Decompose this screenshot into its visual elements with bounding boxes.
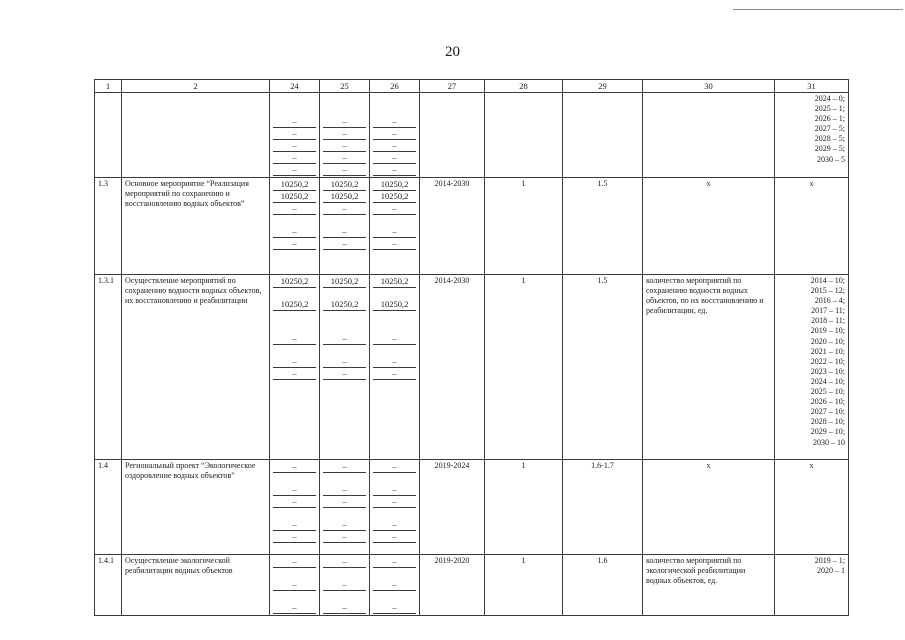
period-cell xyxy=(420,460,485,555)
funding-value: – xyxy=(323,128,366,140)
funding-value: 10250,2 xyxy=(273,191,316,203)
table-row xyxy=(95,93,849,178)
funding-value: – xyxy=(323,226,366,238)
row-number-cell xyxy=(95,460,122,555)
indicator-cell xyxy=(643,93,775,178)
funding-value: – xyxy=(323,116,366,128)
funding-cell-c26 xyxy=(370,555,420,616)
funding-value xyxy=(373,94,416,105)
targets-cell xyxy=(775,178,849,275)
targets-cell xyxy=(775,93,849,178)
funding-value xyxy=(373,322,416,333)
funding-value: – xyxy=(323,356,366,368)
funding-value xyxy=(323,345,366,356)
target-value: 2030 – 5 xyxy=(817,154,845,164)
target-value: 2025 – 10; xyxy=(810,387,845,397)
funding-subrows xyxy=(323,461,366,543)
column-header: 2 xyxy=(122,80,270,93)
funding-value xyxy=(273,473,316,484)
row-number: 1.4.1 xyxy=(98,556,114,565)
target-value: 2027 – 5; xyxy=(814,124,845,134)
funding-value xyxy=(273,215,316,226)
funding-value: – xyxy=(323,484,366,496)
column-29-value: 1.5 xyxy=(597,179,608,188)
column-header: 31 xyxy=(775,80,849,93)
funding-value: – xyxy=(273,164,316,176)
target-value: 2027 – 10; xyxy=(810,407,845,417)
target-value: 2023 – 10; xyxy=(810,366,845,376)
funding-value: – xyxy=(273,152,316,164)
funding-value: – xyxy=(273,140,316,152)
funding-value xyxy=(273,568,316,579)
funding-value xyxy=(373,105,416,116)
implementation-period: 2014-2030 xyxy=(434,179,470,188)
header-row xyxy=(95,80,849,93)
funding-value: – xyxy=(323,602,366,614)
col28-cell xyxy=(485,93,563,178)
funding-cell-c25 xyxy=(320,275,370,460)
row-number-cell xyxy=(95,555,122,616)
indicator-cell xyxy=(643,555,775,616)
col29-cell xyxy=(563,275,643,460)
indicator-cell xyxy=(643,275,775,460)
activity-name-cell xyxy=(122,93,270,178)
target-value: 2025 – 1; xyxy=(814,104,845,114)
target-values xyxy=(778,179,845,189)
funding-value: 10250,2 xyxy=(323,179,366,191)
indicator-text: количество мероприятий по сохранению водности водных объектов, по их восстановлению и реабилитации, ед. xyxy=(646,276,764,315)
row-number-cell xyxy=(95,178,122,275)
period-cell xyxy=(420,178,485,275)
target-value: 2014 – 10; xyxy=(810,276,845,285)
col29-cell xyxy=(563,178,643,275)
row-number: 1.3 xyxy=(98,179,108,188)
activity-name-cell xyxy=(122,555,270,616)
target-value: 2029 – 5; xyxy=(814,144,845,154)
funding-value: – xyxy=(373,484,416,496)
funding-value: – xyxy=(373,333,416,345)
column-28-value: 1 xyxy=(521,179,526,188)
target-value: 2029 – 10; xyxy=(810,427,845,437)
target-value: 2021 – 10; xyxy=(810,346,845,356)
target-value: 2024 – 10; xyxy=(810,376,845,386)
funding-subrows xyxy=(373,556,416,614)
indicator-cell xyxy=(643,178,775,275)
funding-value: 10250,2 xyxy=(373,299,416,311)
funding-subrows xyxy=(323,179,366,250)
funding-cell-c26 xyxy=(370,178,420,275)
row-number: 1.3.1 xyxy=(98,276,114,285)
indicator-text: х xyxy=(706,461,711,470)
funding-value xyxy=(323,508,366,519)
funding-cell-c25 xyxy=(320,555,370,616)
page-number: 20 xyxy=(445,44,460,60)
row-number: 1.4 xyxy=(98,461,108,470)
column-header: 24 xyxy=(270,80,320,93)
column-header: 25 xyxy=(320,80,370,93)
funding-subrows xyxy=(273,94,316,176)
target-value: 2028 – 10; xyxy=(810,417,845,427)
col28-cell xyxy=(485,178,563,275)
activity-name: Региональный проект “Экологическое оздоровление водных объектов” xyxy=(125,461,256,480)
targets-cell xyxy=(775,460,849,555)
target-value: 2028 – 5; xyxy=(814,134,845,144)
funding-value: – xyxy=(323,203,366,215)
funding-value: – xyxy=(273,203,316,215)
funding-value: – xyxy=(373,519,416,531)
funding-value: – xyxy=(273,519,316,531)
target-value: 2020 – 1 xyxy=(817,566,845,576)
funding-cell-c24 xyxy=(270,93,320,178)
target-value: 2024 – 0; xyxy=(814,94,845,103)
funding-value: – xyxy=(273,496,316,508)
target-values xyxy=(778,461,845,471)
implementation-period: 2019-2020 xyxy=(434,556,470,565)
funding-value: – xyxy=(373,203,416,215)
column-28-value: 1 xyxy=(521,461,526,470)
column-header: 28 xyxy=(485,80,563,93)
col29-cell xyxy=(563,460,643,555)
indicator-cell xyxy=(643,460,775,555)
activity-name: Основное мероприятие “Реализация мероприятий по сохранению и восстановлению водных объектов” xyxy=(125,179,249,208)
col28-cell xyxy=(485,275,563,460)
funding-value xyxy=(323,473,366,484)
column-header: 1 xyxy=(95,80,122,93)
funding-subrows xyxy=(373,94,416,176)
column-29-value: 1.6-1.7 xyxy=(591,461,614,470)
targets-cell xyxy=(775,555,849,616)
target-values xyxy=(778,276,845,448)
funding-value: 10250,2 xyxy=(323,299,366,311)
funding-value: – xyxy=(323,496,366,508)
funding-value xyxy=(273,311,316,322)
funding-value xyxy=(273,288,316,299)
funding-value: – xyxy=(323,368,366,380)
target-value: 2015 – 12; xyxy=(810,286,845,296)
activity-name: Осуществление мероприятий по сохранению водности водных объектов, их восстановлению и реабилитации xyxy=(125,276,262,305)
funding-value xyxy=(373,345,416,356)
target-values xyxy=(778,556,845,576)
funding-value: – xyxy=(273,556,316,568)
funding-value: – xyxy=(273,128,316,140)
funding-value: 10250,2 xyxy=(323,191,366,203)
funding-value: – xyxy=(373,602,416,614)
row-number-cell xyxy=(95,93,122,178)
funding-value: – xyxy=(273,368,316,380)
funding-value: – xyxy=(373,531,416,543)
funding-value xyxy=(373,288,416,299)
funding-value: – xyxy=(373,579,416,591)
funding-subrows xyxy=(373,461,416,543)
target-value: 2019 – 10; xyxy=(810,326,845,336)
target-value: 2018 – 11; xyxy=(811,316,845,326)
table-row xyxy=(95,178,849,275)
target-value: 2026 – 10; xyxy=(810,397,845,407)
funding-value: – xyxy=(373,140,416,152)
target-value: х xyxy=(809,179,814,188)
funding-value: – xyxy=(273,116,316,128)
row-number-cell xyxy=(95,275,122,460)
funding-value: 10250,2 xyxy=(273,179,316,191)
funding-value: – xyxy=(373,116,416,128)
funding-value: – xyxy=(373,128,416,140)
activity-name: Осуществление экологической реабилитации водных объектов xyxy=(125,556,233,575)
col28-cell xyxy=(485,555,563,616)
funding-value: – xyxy=(373,226,416,238)
period-cell xyxy=(420,93,485,178)
funding-value: – xyxy=(323,556,366,568)
target-value: 2016 – 4; xyxy=(814,296,845,306)
funding-value: – xyxy=(373,461,416,473)
activity-name-cell xyxy=(122,275,270,460)
funding-value: – xyxy=(273,461,316,473)
funding-value xyxy=(323,94,366,105)
funding-value: – xyxy=(273,579,316,591)
funding-value xyxy=(373,591,416,602)
funding-value xyxy=(273,105,316,116)
column-29-value: 1.6 xyxy=(597,556,608,565)
funding-value: – xyxy=(373,496,416,508)
activity-name-cell xyxy=(122,178,270,275)
funding-value: 10250,2 xyxy=(273,276,316,288)
funding-value xyxy=(323,311,366,322)
funding-value: – xyxy=(323,238,366,250)
funding-value: 10250,2 xyxy=(373,276,416,288)
funding-subrows xyxy=(273,276,316,380)
table-row xyxy=(95,555,849,616)
funding-subrows xyxy=(323,276,366,380)
funding-cell-c25 xyxy=(320,178,370,275)
funding-value xyxy=(273,322,316,333)
funding-subrows xyxy=(273,461,316,543)
funding-value: – xyxy=(323,461,366,473)
funding-value: – xyxy=(273,238,316,250)
funding-value: – xyxy=(273,531,316,543)
target-value: 2020 – 10; xyxy=(810,336,845,346)
funding-value xyxy=(373,508,416,519)
funding-value: – xyxy=(373,152,416,164)
funding-value: – xyxy=(273,356,316,368)
column-29-value: 1.5 xyxy=(597,276,608,285)
funding-cell-c24 xyxy=(270,555,320,616)
funding-value: – xyxy=(323,519,366,531)
funding-value: – xyxy=(273,602,316,614)
funding-value: – xyxy=(323,333,366,345)
implementation-period: 2014-2030 xyxy=(434,276,470,285)
funding-value: – xyxy=(373,356,416,368)
column-28-value: 1 xyxy=(521,276,526,285)
funding-value xyxy=(373,568,416,579)
targets-cell xyxy=(775,275,849,460)
funding-cell-c26 xyxy=(370,93,420,178)
funding-value: – xyxy=(323,140,366,152)
table-row xyxy=(95,275,849,460)
column-header: 26 xyxy=(370,80,420,93)
funding-subrows xyxy=(273,179,316,250)
column-header: 27 xyxy=(420,80,485,93)
col29-cell xyxy=(563,93,643,178)
funding-value: – xyxy=(323,164,366,176)
funding-cell-c25 xyxy=(320,93,370,178)
implementation-period: 2019-2024 xyxy=(434,461,470,470)
funding-value: – xyxy=(373,368,416,380)
target-value: 2030 – 10 xyxy=(813,437,845,447)
funding-value: – xyxy=(273,333,316,345)
target-values xyxy=(778,94,845,165)
funding-cell-c24 xyxy=(270,275,320,460)
funding-cell-c25 xyxy=(320,460,370,555)
funding-value xyxy=(273,345,316,356)
funding-value xyxy=(273,591,316,602)
funding-cell-c26 xyxy=(370,460,420,555)
funding-value: – xyxy=(373,164,416,176)
funding-value xyxy=(323,568,366,579)
program-table xyxy=(94,79,849,616)
funding-subrows xyxy=(273,556,316,614)
target-value: х xyxy=(809,461,814,470)
funding-value: 10250,2 xyxy=(373,179,416,191)
funding-value: – xyxy=(323,152,366,164)
funding-value xyxy=(273,94,316,105)
funding-subrows xyxy=(323,94,366,176)
funding-subrows xyxy=(323,556,366,614)
indicator-text: х xyxy=(706,179,711,188)
funding-value xyxy=(323,105,366,116)
table-row xyxy=(95,460,849,555)
funding-value xyxy=(373,311,416,322)
col28-cell xyxy=(485,460,563,555)
funding-value: 10250,2 xyxy=(373,191,416,203)
funding-cell-c24 xyxy=(270,460,320,555)
target-value: 2026 – 1; xyxy=(814,114,845,124)
funding-value: – xyxy=(323,579,366,591)
column-header: 30 xyxy=(643,80,775,93)
funding-value: – xyxy=(373,556,416,568)
period-cell xyxy=(420,555,485,616)
funding-cell-c26 xyxy=(370,275,420,460)
activity-name-cell xyxy=(122,460,270,555)
funding-value: – xyxy=(273,226,316,238)
top-rule xyxy=(733,9,903,10)
funding-value: – xyxy=(273,484,316,496)
funding-subrows xyxy=(373,276,416,380)
funding-value: – xyxy=(373,238,416,250)
funding-value xyxy=(373,473,416,484)
funding-subrows xyxy=(373,179,416,250)
target-value: 2017 – 11; xyxy=(811,306,845,316)
period-cell xyxy=(420,275,485,460)
funding-value xyxy=(323,215,366,226)
funding-value: 10250,2 xyxy=(273,299,316,311)
funding-value xyxy=(323,322,366,333)
column-28-value: 1 xyxy=(521,556,526,565)
funding-value xyxy=(323,591,366,602)
funding-value xyxy=(323,288,366,299)
target-value: 2022 – 10; xyxy=(810,356,845,366)
funding-value: 10250,2 xyxy=(323,276,366,288)
funding-value xyxy=(373,215,416,226)
column-header: 29 xyxy=(563,80,643,93)
funding-cell-c24 xyxy=(270,178,320,275)
indicator-text: количество мероприятий по экологической реабилитации водных объектов, ед. xyxy=(646,556,746,585)
col29-cell xyxy=(563,555,643,616)
funding-value: – xyxy=(323,531,366,543)
target-value: 2019 – 1; xyxy=(814,556,845,565)
funding-value xyxy=(273,508,316,519)
